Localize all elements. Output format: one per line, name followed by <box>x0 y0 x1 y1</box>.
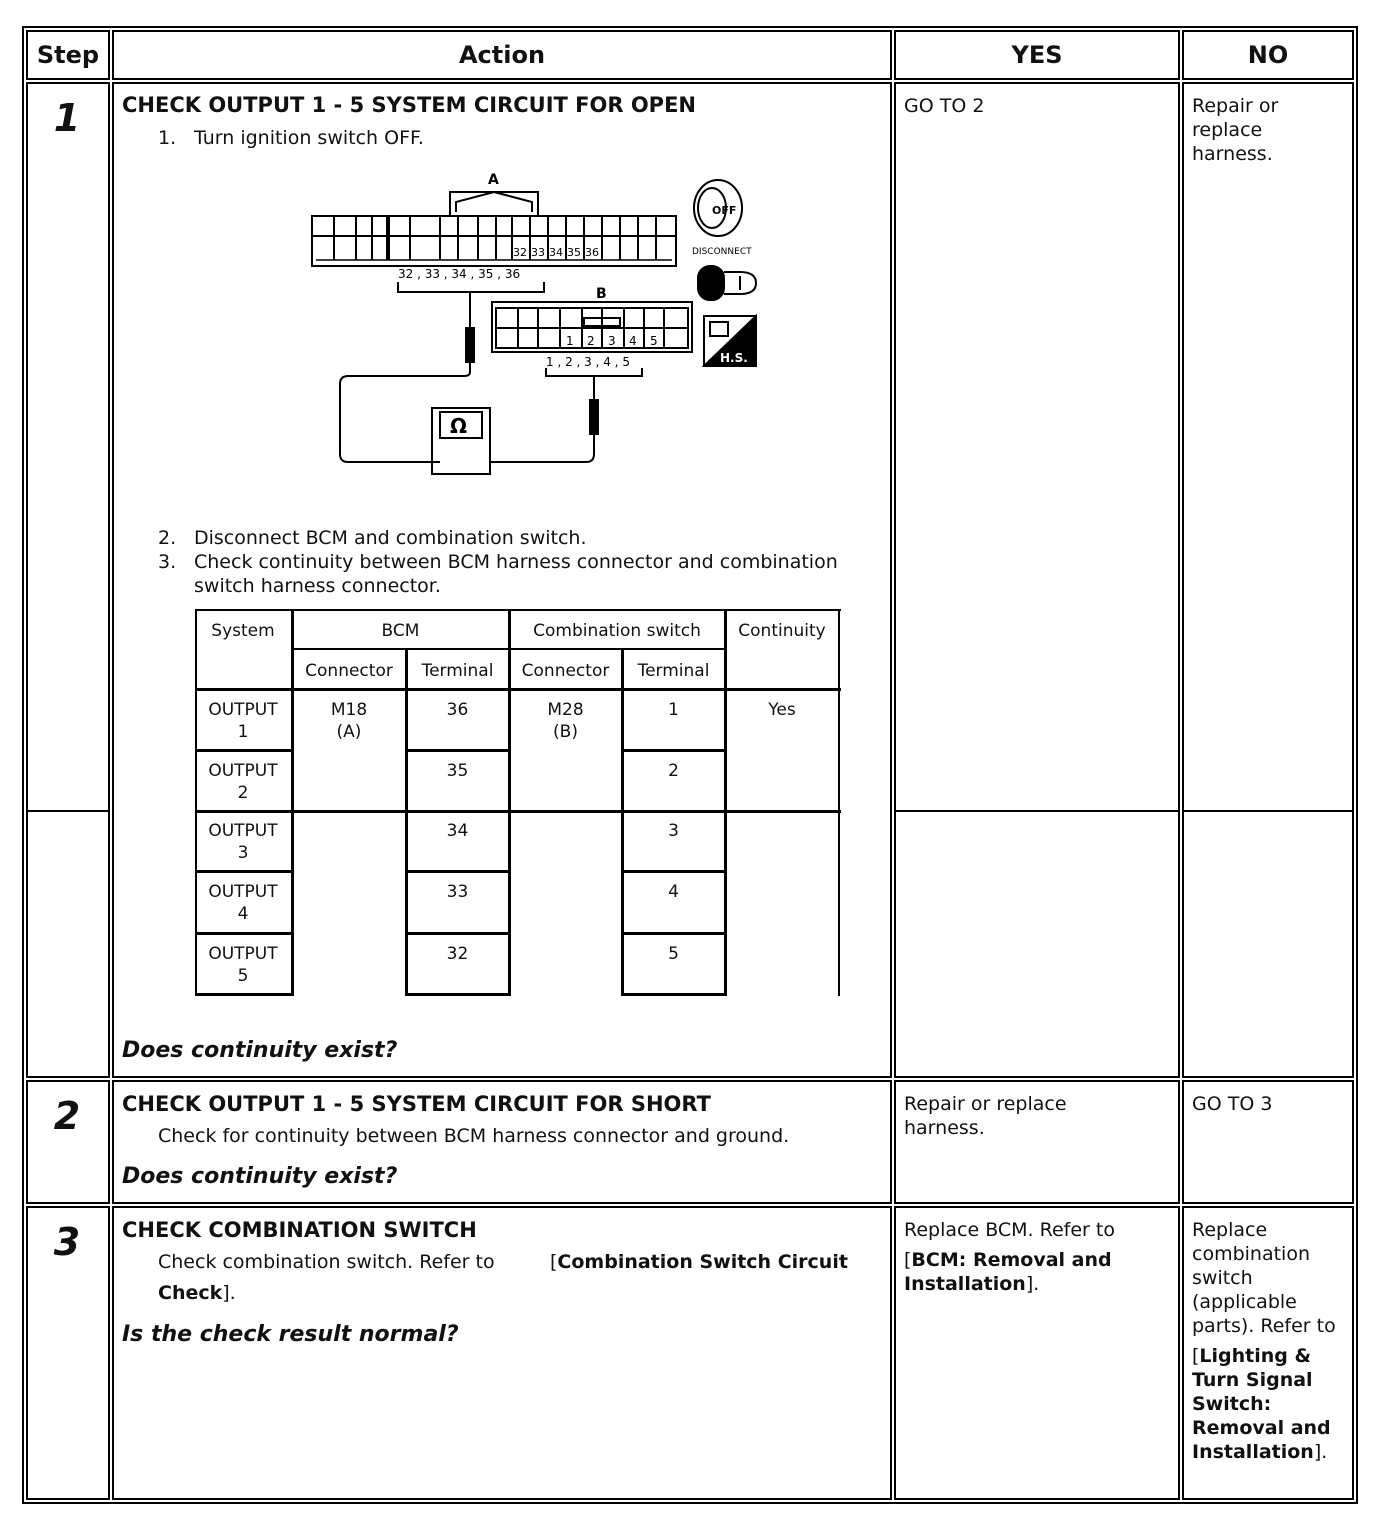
th-continuity: Continuity <box>738 621 826 641</box>
lighting-switch-removal-link[interactable]: Lighting & Turn Signal Switch: Removal and Installation <box>1192 1345 1331 1463</box>
disconnect-label: DISCONNECT <box>692 247 752 257</box>
step1-yes-answer: GO TO 2 <box>904 95 985 117</box>
step1-yes-cell-bottom <box>894 810 1180 1078</box>
a-pin-34: 34 <box>549 246 563 259</box>
header-no: NO <box>1182 30 1354 80</box>
step3-no-text: Replace combination switch (applicable parts). Refer to <box>1192 1219 1336 1337</box>
connector-b-label: B <box>596 286 607 302</box>
item-number: 1. <box>158 127 177 149</box>
table-row-bcm-terminal: 33 <box>446 882 469 902</box>
b-pin-3: 3 <box>608 334 616 348</box>
th-bcm-terminal: Terminal <box>421 661 494 681</box>
step3-no-answer: Replace combination switch (applicable parts). Refer to [Lighting & Turn Signal Switch: Removal and Installation]. <box>1192 1219 1336 1463</box>
hs-label: H.S. <box>720 351 748 365</box>
ohm-symbol: Ω <box>450 414 468 438</box>
cell-bcm-connector <box>293 699 405 743</box>
step2-number: 2 <box>53 1094 81 1138</box>
step1-no-answer: Repair or replace harness. <box>1192 95 1279 165</box>
th-bcm: BCM <box>381 621 420 641</box>
step3-text: Check combination switch. Refer to <box>158 1251 495 1273</box>
th-bcm-connector: Connector <box>305 661 393 681</box>
table-row-combo-terminal: 2 <box>668 761 679 781</box>
a-pin-33: 33 <box>531 246 545 259</box>
table-row-system: OUTPUT 5 <box>208 944 278 986</box>
header-step: Step <box>26 30 110 80</box>
connector-a <box>312 216 676 266</box>
table-row-combo-terminal: 4 <box>668 882 679 902</box>
th-combination-switch: Combination switch <box>533 621 701 641</box>
table-row-bcm-terminal: 34 <box>446 821 469 841</box>
step2-yes-answer: Repair or replace harness. <box>904 1093 1067 1139</box>
combo-connector-letter: (B) <box>553 722 578 742</box>
table-row-combo-terminal: 3 <box>668 821 679 841</box>
combination-switch-check-link-cont[interactable]: Check <box>158 1282 223 1304</box>
step1-title: CHECK OUTPUT 1 - 5 SYSTEM CIRCUIT FOR OPEN <box>122 93 696 117</box>
step3-link-line1[interactable]: [Combination Switch Circuit <box>550 1251 848 1273</box>
step1-yes-cell-top <box>894 82 1180 812</box>
th-combo-connector: Connector <box>521 661 610 681</box>
step1-no-cell-top <box>1182 82 1354 812</box>
step1-item1 <box>158 126 424 150</box>
b-pins-label: 1 , 2 , 3 , 4 , 5 <box>546 355 630 369</box>
table-row-bcm-terminal: 32 <box>446 944 469 964</box>
item-text: Check continuity between BCM harness connector and combination <box>194 551 838 573</box>
table-row-bcm-terminal: 36 <box>446 700 469 720</box>
step1-no-cell-bottom <box>1182 810 1354 1078</box>
step2-question: Does continuity exist? <box>122 1164 398 1189</box>
combination-switch-check-link[interactable]: Combination Switch Circuit <box>557 1251 848 1273</box>
b-pin-4: 4 <box>629 334 637 348</box>
step3-yes-answer: Replace BCM. Refer to [BCM: Removal and Installation]. <box>904 1219 1115 1295</box>
step2-title: CHECK OUTPUT 1 - 5 SYSTEM CIRCUIT FOR SHORT <box>122 1092 711 1116</box>
step1-question: Does continuity exist? <box>122 1038 398 1063</box>
table-row-bcm-terminal: 35 <box>446 761 469 781</box>
th-system: System <box>211 621 275 641</box>
connector-a-label: A <box>488 172 499 188</box>
step3-yes-text: Replace BCM. Refer to <box>904 1219 1115 1241</box>
disconnect-icon <box>698 266 724 300</box>
combo-connector-code: M28 <box>547 700 584 720</box>
th-combo-terminal: Terminal <box>637 661 710 681</box>
b-pin-5: 5 <box>650 334 658 348</box>
bcm-connector-letter: (A) <box>336 722 362 742</box>
step3-link-line2[interactable]: Check]. <box>158 1282 236 1304</box>
step1-number: 1 <box>53 96 81 140</box>
circuit-diagram <box>300 168 770 488</box>
table-row-system: OUTPUT 4 <box>208 882 278 924</box>
table-row-system: OUTPUT 3 <box>208 821 278 863</box>
a-pin-32: 32 <box>513 246 527 259</box>
a-pins-label: 32 , 33 , 34 , 35 , 36 <box>398 267 521 281</box>
table-row-combo-terminal: 5 <box>668 944 679 964</box>
item-text: Turn ignition switch OFF. <box>194 127 424 149</box>
off-label: OFF <box>712 204 737 217</box>
a-pin-36: 36 <box>585 246 599 259</box>
b-pin-2: 2 <box>587 334 595 348</box>
step1-item2 <box>158 526 587 550</box>
cell-continuity: Yes <box>768 700 796 720</box>
cell-combo-connector <box>510 699 621 743</box>
header-action: Action <box>112 30 892 80</box>
step3-number: 3 <box>53 1220 81 1264</box>
header-yes: YES <box>894 30 1180 80</box>
step1-step-cell-top <box>26 82 110 812</box>
table-row-combo-terminal: 1 <box>668 700 679 720</box>
step3-question: Is the check result normal? <box>122 1322 459 1347</box>
item-text: Disconnect BCM and combination switch. <box>194 527 587 549</box>
table-row-system: OUTPUT 1 <box>208 700 278 742</box>
table-row-system: OUTPUT 2 <box>208 761 278 803</box>
step1-step-cell-bottom <box>26 810 110 1078</box>
step2-no-answer: GO TO 3 <box>1192 1093 1273 1115</box>
step1-item3 <box>158 550 838 598</box>
item-number: 2. <box>158 527 177 549</box>
item-number: 3. <box>158 551 177 573</box>
a-pin-35: 35 <box>567 246 581 259</box>
bcm-connector-code: M18 <box>330 700 368 720</box>
step2-text: Check for continuity between BCM harness connector and ground. <box>158 1125 790 1147</box>
b-pin-1: 1 <box>566 334 574 348</box>
item-text-cont: switch harness connector. <box>194 575 441 597</box>
step3-title: CHECK COMBINATION SWITCH <box>122 1218 477 1242</box>
bcm-removal-link[interactable]: BCM: Removal and Installation <box>904 1249 1112 1295</box>
